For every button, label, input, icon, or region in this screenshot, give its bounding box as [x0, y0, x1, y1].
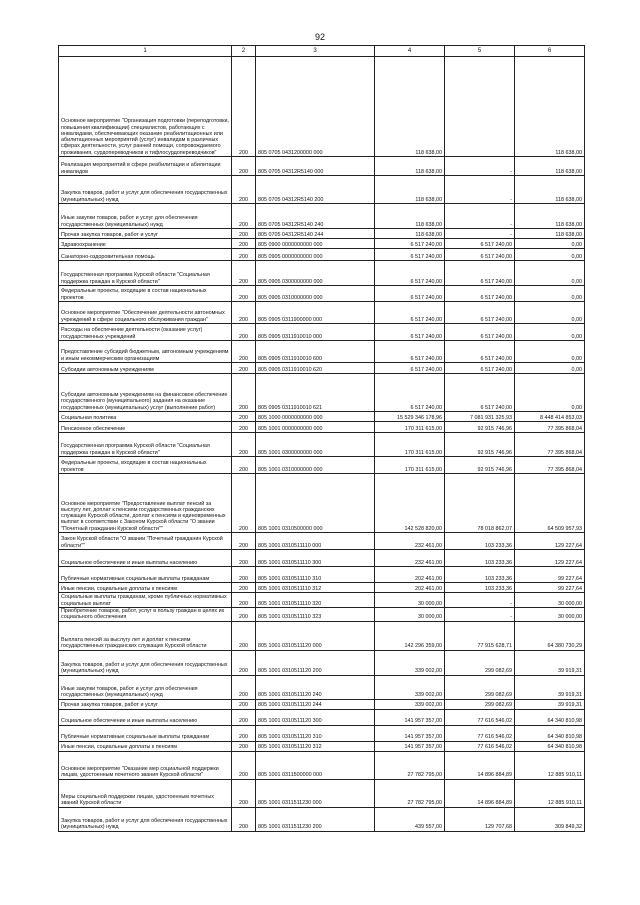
row-code-cell: 200 — [232, 741, 256, 751]
row-classification-code-cell: 805 0905 0311910010 600 — [256, 341, 375, 363]
row-approved-amount-cell: 232 461,00 — [375, 533, 445, 550]
row-classification-code-cell: 805 0705 04312R5140 000 — [256, 157, 375, 176]
row-name-cell: Социальное обеспечение и иные выплаты населению — [59, 709, 232, 725]
row-name-cell: Закон Курской области "О звании "Почетный гражданин Курской области"" — [59, 533, 232, 550]
row-code-cell: 200 — [232, 157, 256, 176]
row-code-cell: 200 — [232, 286, 256, 302]
row-name-cell: Основное мероприятие "Оказание мер социальной поддержки лицам, удостоенным почетного звания Курской области" — [59, 751, 232, 779]
table-row — [59, 550, 585, 567]
row-classification-code-cell: 805 1001 0310000000 000 — [256, 457, 375, 474]
row-executed-amount-cell: 6 517 240,00 — [445, 363, 515, 374]
row-name-cell: Прочая закупка товаров, работ и услуг — [59, 229, 232, 239]
row-unexecuted-amount-cell: 64 340 810,98 — [515, 725, 585, 741]
row-executed-amount-cell: - — [445, 608, 515, 622]
row-code-cell: 200 — [232, 374, 256, 412]
row-name-cell: Публичные нормативные социальные выплаты гражданам — [59, 725, 232, 741]
row-approved-amount-cell: 339 002,00 — [375, 650, 445, 675]
row-name-cell: Социальное обеспечение и иные выплаты населению — [59, 550, 232, 567]
row-approved-amount-cell: 142 528 820,00 — [375, 474, 445, 533]
row-name-cell: Субсидии автономным учреждениям на финансовое обеспечение государственного (муниципального) задания на оказание государственных (муниципальных) услуг (выполнение работ) — [59, 374, 232, 412]
row-name-cell: Расходы на обеспечение деятельности (оказание услуг) государственных учреждений — [59, 324, 232, 341]
row-code-cell: 200 — [232, 229, 256, 239]
row-executed-amount-cell: 103 233,36 — [445, 583, 515, 593]
row-approved-amount-cell: 30 000,00 — [375, 593, 445, 608]
row-approved-amount-cell: 170 311 615,00 — [375, 457, 445, 474]
row-name-cell: Публичные нормативные социальные выплаты гражданам — [59, 567, 232, 583]
row-code-cell: 200 — [232, 363, 256, 374]
table-row — [59, 176, 585, 204]
table-row — [59, 341, 585, 363]
row-executed-amount-cell: 6 517 240,00 — [445, 324, 515, 341]
row-executed-amount-cell: 14 896 884,89 — [445, 779, 515, 807]
table-row — [59, 699, 585, 709]
row-unexecuted-amount-cell: 64 380 730,29 — [515, 621, 585, 650]
row-classification-code-cell: 805 1001 0000000000 000 — [256, 422, 375, 433]
row-code-cell: 200 — [232, 550, 256, 567]
row-executed-amount-cell: 299 082,69 — [445, 650, 515, 675]
row-name-cell: Федеральные проекты, входящие в состав национальных проектов — [59, 457, 232, 474]
table-row — [59, 302, 585, 324]
row-approved-amount-cell: 6 517 240,00 — [375, 239, 445, 249]
column-header: 5 — [445, 46, 515, 57]
row-classification-code-cell: 805 0905 0310000000 000 — [256, 286, 375, 302]
row-name-cell: Иные пенсии, социальные доплаты к пенсиям — [59, 583, 232, 593]
row-code-cell: 200 — [232, 779, 256, 807]
row-approved-amount-cell: 142 296 359,00 — [375, 621, 445, 650]
row-executed-amount-cell: 6 517 240,00 — [445, 239, 515, 249]
row-approved-amount-cell: 6 517 240,00 — [375, 249, 445, 261]
table-row — [59, 286, 585, 302]
table-row — [59, 261, 585, 286]
row-unexecuted-amount-cell: 77 395 868,04 — [515, 422, 585, 433]
row-approved-amount-cell: 118 638,00 — [375, 157, 445, 176]
row-unexecuted-amount-cell: 64 509 957,93 — [515, 474, 585, 533]
column-header: 4 — [375, 46, 445, 57]
table-row — [59, 204, 585, 229]
row-classification-code-cell: 805 1001 0300000000 000 — [256, 433, 375, 457]
row-name-cell: Предоставление субсидий бюджетным, автономным учреждениям и иным некоммерческим организациям — [59, 341, 232, 363]
row-classification-code-cell: 805 1001 0311511230 200 — [256, 807, 375, 831]
row-code-cell: 200 — [232, 176, 256, 204]
row-classification-code-cell: 805 0905 0311910010 000 — [256, 324, 375, 341]
row-classification-code-cell: 805 1001 0310511120 310 — [256, 725, 375, 741]
row-name-cell: Реализация мероприятий в сфере реабилитации и абилитации инвалидов — [59, 157, 232, 176]
row-unexecuted-amount-cell: 99 227,64 — [515, 567, 585, 583]
row-name-cell: Выплата пенсий за выслугу лет и доплат к пенсиям государственных гражданских служащих Курской области — [59, 621, 232, 650]
row-classification-code-cell: 805 1001 0310511120 240 — [256, 675, 375, 699]
row-approved-amount-cell: 339 002,00 — [375, 699, 445, 709]
row-classification-code-cell: 805 1000 0000000000 000 — [256, 412, 375, 422]
row-unexecuted-amount-cell: 0,00 — [515, 302, 585, 324]
row-approved-amount-cell: 6 517 240,00 — [375, 341, 445, 363]
row-code-cell: 200 — [232, 341, 256, 363]
row-name-cell: Санаторно-оздоровительная помощь — [59, 249, 232, 261]
row-unexecuted-amount-cell: 0,00 — [515, 239, 585, 249]
row-code-cell: 200 — [232, 249, 256, 261]
row-code-cell: 200 — [232, 650, 256, 675]
row-code-cell: 200 — [232, 709, 256, 725]
row-name-cell: Приобретение товаров, работ, услуг в пользу граждан в целях их социального обеспечения — [59, 608, 232, 622]
row-code-cell: 200 — [232, 621, 256, 650]
row-approved-amount-cell: 118 638,00 — [375, 204, 445, 229]
row-approved-amount-cell: 118 638,00 — [375, 57, 445, 157]
row-executed-amount-cell: 77 616 546,02 — [445, 741, 515, 751]
table-row — [59, 249, 585, 261]
row-executed-amount-cell: 299 082,69 — [445, 699, 515, 709]
row-unexecuted-amount-cell: 12 885 910,11 — [515, 779, 585, 807]
row-unexecuted-amount-cell: 0,00 — [515, 324, 585, 341]
table-row — [59, 422, 585, 433]
row-code-cell: 200 — [232, 583, 256, 593]
table-row — [59, 239, 585, 249]
row-unexecuted-amount-cell: 39 919,31 — [515, 650, 585, 675]
row-classification-code-cell: 805 1001 0310500000 000 — [256, 474, 375, 533]
row-unexecuted-amount-cell: 77 395 868,04 — [515, 457, 585, 474]
page-number: 92 — [314, 32, 325, 42]
row-executed-amount-cell: 92 915 746,96 — [445, 457, 515, 474]
row-classification-code-cell: 805 0905 0311910010 621 — [256, 374, 375, 412]
row-classification-code-cell: 805 0705 04312R5140 244 — [256, 229, 375, 239]
row-approved-amount-cell: 118 638,00 — [375, 176, 445, 204]
row-executed-amount-cell: - — [445, 204, 515, 229]
budget-execution-table — [58, 45, 585, 832]
row-name-cell: Субсидии автономным учреждениям — [59, 363, 232, 374]
row-unexecuted-amount-cell: 0,00 — [515, 363, 585, 374]
row-code-cell: 200 — [232, 57, 256, 157]
row-executed-amount-cell: 92 915 746,96 — [445, 422, 515, 433]
row-code-cell: 200 — [232, 261, 256, 286]
row-approved-amount-cell: 27 782 795,00 — [375, 779, 445, 807]
row-unexecuted-amount-cell: 64 340 810,98 — [515, 741, 585, 751]
row-classification-code-cell: 805 1001 0310511120 300 — [256, 709, 375, 725]
row-executed-amount-cell: 92 915 746,96 — [445, 433, 515, 457]
row-name-cell: Меры социальной поддержки лицам, удостоенным почетных званий Курской области — [59, 779, 232, 807]
row-name-cell: Основное мероприятие "Предоставление выплат пенсий за выслугу лет, доплат к пенсиям государственных гражданских служащих Курской области, доплат к пенсиям и единовременных выплат в соответствии с Законом Курской области "О звании "Почетный гражданин Курской области"" — [59, 474, 232, 533]
table-row — [59, 157, 585, 176]
row-executed-amount-cell: 103 233,36 — [445, 533, 515, 550]
row-executed-amount-cell: 77 915 628,71 — [445, 621, 515, 650]
row-name-cell: Закупка товаров, работ и услуг для обеспечения государственных (муниципальных) нужд — [59, 650, 232, 675]
row-approved-amount-cell: 6 517 240,00 — [375, 261, 445, 286]
table-row — [59, 412, 585, 422]
row-approved-amount-cell: 339 002,00 — [375, 675, 445, 699]
row-code-cell: 200 — [232, 412, 256, 422]
row-unexecuted-amount-cell: 30 000,00 — [515, 593, 585, 608]
row-approved-amount-cell: 170 311 615,00 — [375, 433, 445, 457]
table-row — [59, 583, 585, 593]
column-header: 3 — [256, 46, 375, 57]
table-row — [59, 741, 585, 751]
row-name-cell: Закупка товаров, работ и услуг для обеспечения государственных (муниципальных) нужд — [59, 807, 232, 831]
row-approved-amount-cell: 118 638,00 — [375, 229, 445, 239]
row-unexecuted-amount-cell: 99 227,64 — [515, 583, 585, 593]
row-code-cell: 200 — [232, 204, 256, 229]
table-row — [59, 474, 585, 533]
table-row — [59, 374, 585, 412]
row-unexecuted-amount-cell: 8 448 414 853,03 — [515, 412, 585, 422]
row-name-cell: Социальная политика — [59, 412, 232, 422]
row-code-cell: 200 — [232, 433, 256, 457]
row-approved-amount-cell: 6 517 240,00 — [375, 302, 445, 324]
row-executed-amount-cell: 6 517 240,00 — [445, 286, 515, 302]
row-approved-amount-cell: 141 957 357,00 — [375, 709, 445, 725]
row-name-cell: Здравоохранение — [59, 239, 232, 249]
row-executed-amount-cell: 129 707,68 — [445, 807, 515, 831]
row-classification-code-cell: 805 0705 04312R5140 240 — [256, 204, 375, 229]
row-executed-amount-cell: 77 616 546,02 — [445, 725, 515, 741]
row-approved-amount-cell: 141 957 357,00 — [375, 725, 445, 741]
row-unexecuted-amount-cell: 64 340 810,98 — [515, 709, 585, 725]
table-row — [59, 229, 585, 239]
table-row — [59, 725, 585, 741]
row-executed-amount-cell: 103 233,36 — [445, 567, 515, 583]
column-header: 2 — [232, 46, 256, 57]
table-row — [59, 533, 585, 550]
row-classification-code-cell: 805 0905 0311900000 000 — [256, 302, 375, 324]
table-body — [59, 57, 585, 832]
row-classification-code-cell: 805 0900 0000000000 000 — [256, 239, 375, 249]
table-row — [59, 57, 585, 157]
row-approved-amount-cell: 30 000,00 — [375, 608, 445, 622]
row-approved-amount-cell: 170 311 615,00 — [375, 422, 445, 433]
row-classification-code-cell: 805 0905 0311910010 620 — [256, 363, 375, 374]
row-name-cell: Пенсионное обеспечение — [59, 422, 232, 433]
row-unexecuted-amount-cell: 118 638,00 — [515, 229, 585, 239]
row-approved-amount-cell: 6 517 240,00 — [375, 363, 445, 374]
row-code-cell: 200 — [232, 474, 256, 533]
column-header: 6 — [515, 46, 585, 57]
table-row — [59, 433, 585, 457]
row-code-cell: 200 — [232, 807, 256, 831]
row-code-cell: 200 — [232, 457, 256, 474]
row-unexecuted-amount-cell: 309 849,32 — [515, 807, 585, 831]
row-executed-amount-cell: - — [445, 157, 515, 176]
column-header: 1 — [59, 46, 232, 57]
row-approved-amount-cell: 6 517 240,00 — [375, 286, 445, 302]
row-classification-code-cell: 805 1001 0310511110 312 — [256, 583, 375, 593]
row-classification-code-cell: 805 1001 0310511120 200 — [256, 650, 375, 675]
row-name-cell: Иные пенсии, социальные доплаты к пенсиям — [59, 741, 232, 751]
row-unexecuted-amount-cell: 39 919,31 — [515, 675, 585, 699]
row-code-cell: 200 — [232, 422, 256, 433]
table-row — [59, 324, 585, 341]
row-approved-amount-cell: 6 517 240,00 — [375, 324, 445, 341]
table-row — [59, 751, 585, 779]
row-unexecuted-amount-cell: 118 638,00 — [515, 157, 585, 176]
row-classification-code-cell: 805 0705 04312R5140 200 — [256, 176, 375, 204]
row-approved-amount-cell: 439 557,00 — [375, 807, 445, 831]
row-executed-amount-cell: 103 233,36 — [445, 550, 515, 567]
row-executed-amount-cell: 7 081 931 325,93 — [445, 412, 515, 422]
row-classification-code-cell: 805 1001 0310511120 000 — [256, 621, 375, 650]
row-name-cell: Иные закупки товаров, работ и услуг для обеспечения государственных (муниципальных) нужд — [59, 204, 232, 229]
row-approved-amount-cell: 6 517 240,00 — [375, 374, 445, 412]
table-row — [59, 650, 585, 675]
row-code-cell: 200 — [232, 725, 256, 741]
table-row — [59, 567, 585, 583]
row-unexecuted-amount-cell: 77 395 868,04 — [515, 433, 585, 457]
row-executed-amount-cell: 6 517 240,00 — [445, 249, 515, 261]
row-executed-amount-cell: 6 517 240,00 — [445, 374, 515, 412]
row-code-cell: 200 — [232, 533, 256, 550]
row-classification-code-cell: 805 1001 0311500000 000 — [256, 751, 375, 779]
row-name-cell: Социальные выплаты гражданам, кроме публичных нормативных социальных выплат — [59, 593, 232, 608]
row-unexecuted-amount-cell: 39 919,31 — [515, 699, 585, 709]
table-row — [59, 675, 585, 699]
row-executed-amount-cell — [445, 57, 515, 157]
row-unexecuted-amount-cell: 118 638,00 — [515, 176, 585, 204]
row-unexecuted-amount-cell: 0,00 — [515, 261, 585, 286]
table-row — [59, 709, 585, 725]
row-classification-code-cell: 805 0905 0000000000 000 — [256, 249, 375, 261]
column-number-row — [59, 46, 585, 57]
row-approved-amount-cell: 202 461,00 — [375, 567, 445, 583]
row-approved-amount-cell: 202 461,00 — [375, 583, 445, 593]
row-name-cell: Федеральные проекты, входящие в состав национальных проектов — [59, 286, 232, 302]
table-row — [59, 457, 585, 474]
row-unexecuted-amount-cell: 129 227,64 — [515, 550, 585, 567]
row-approved-amount-cell: 141 957 357,00 — [375, 741, 445, 751]
row-classification-code-cell: 805 1001 0310511110 320 — [256, 593, 375, 608]
table-row — [59, 621, 585, 650]
row-classification-code-cell: 805 1001 0310511110 323 — [256, 608, 375, 622]
row-code-cell: 200 — [232, 751, 256, 779]
row-approved-amount-cell: 232 461,00 — [375, 550, 445, 567]
row-executed-amount-cell: 77 616 546,02 — [445, 709, 515, 725]
row-code-cell: 200 — [232, 675, 256, 699]
table-row — [59, 593, 585, 608]
row-code-cell: 200 — [232, 567, 256, 583]
row-name-cell: Закупка товаров, работ и услуг для обеспечения государственных (муниципальных) нужд — [59, 176, 232, 204]
row-classification-code-cell: 805 1001 0310511120 244 — [256, 699, 375, 709]
row-unexecuted-amount-cell: 0,00 — [515, 341, 585, 363]
row-unexecuted-amount-cell: 12 885 910,11 — [515, 751, 585, 779]
row-unexecuted-amount-cell: 30 000,00 — [515, 608, 585, 622]
row-name-cell: Государственная программа Курской области "Социальная поддержка граждан в Курской области" — [59, 433, 232, 457]
row-classification-code-cell: 805 0905 0300000000 000 — [256, 261, 375, 286]
row-executed-amount-cell: - — [445, 229, 515, 239]
row-executed-amount-cell: 6 517 240,00 — [445, 302, 515, 324]
row-code-cell: 200 — [232, 239, 256, 249]
row-unexecuted-amount-cell: 0,00 — [515, 374, 585, 412]
row-executed-amount-cell: 299 082,69 — [445, 675, 515, 699]
row-code-cell: 200 — [232, 302, 256, 324]
row-unexecuted-amount-cell: 118 638,00 — [515, 204, 585, 229]
row-unexecuted-amount-cell: 118 638,00 — [515, 57, 585, 157]
table-row — [59, 363, 585, 374]
row-name-cell: Прочая закупка товаров, работ и услуг — [59, 699, 232, 709]
row-executed-amount-cell: - — [445, 176, 515, 204]
row-executed-amount-cell: - — [445, 593, 515, 608]
row-classification-code-cell: 805 0705 0431200000 000 — [256, 57, 375, 157]
row-code-cell: 200 — [232, 324, 256, 341]
row-executed-amount-cell: 78 018 862,07 — [445, 474, 515, 533]
row-classification-code-cell: 805 1001 0310511120 312 — [256, 741, 375, 751]
row-approved-amount-cell: 27 782 795,00 — [375, 751, 445, 779]
row-approved-amount-cell: 15 529 346 178,96 — [375, 412, 445, 422]
row-name-cell: Иные закупки товаров, работ и услуг для обеспечения государственных (муниципальных) нужд — [59, 675, 232, 699]
row-unexecuted-amount-cell: 129 227,64 — [515, 533, 585, 550]
row-executed-amount-cell: 14 896 884,89 — [445, 751, 515, 779]
row-name-cell: Государственная программа Курской области "Социальная поддержка граждан в Курской области" — [59, 261, 232, 286]
row-unexecuted-amount-cell: 0,00 — [515, 286, 585, 302]
row-code-cell: 200 — [232, 699, 256, 709]
table-row — [59, 807, 585, 831]
table-row — [59, 608, 585, 622]
row-unexecuted-amount-cell: 0,00 — [515, 249, 585, 261]
row-classification-code-cell: 805 1001 0311511230 000 — [256, 779, 375, 807]
row-code-cell: 200 — [232, 593, 256, 608]
row-classification-code-cell: 805 1001 0310511110 000 — [256, 533, 375, 550]
table-row — [59, 779, 585, 807]
row-classification-code-cell: 805 1001 0310511110 300 — [256, 550, 375, 567]
row-executed-amount-cell: 6 517 240,00 — [445, 261, 515, 286]
row-code-cell: 200 — [232, 608, 256, 622]
row-name-cell: Основное мероприятие "Организация подготовки (переподготовки, повышения квалификации) специалистов, работающих с инвалидами, обеспечивающих оказание реабилитационных или абилитационных мероприятий (услуг) инвалидам в различных сферах деятельности, услуг ранней помощи, сопровождаемого проживания, сурдопереводчиков и тифлосурдопереводчиков" — [59, 57, 232, 157]
row-name-cell: Основное мероприятие "Обеспечение деятельности автономных учреждений в сфере социального обслуживания граждан" — [59, 302, 232, 324]
row-classification-code-cell: 805 1001 0310511110 310 — [256, 567, 375, 583]
row-executed-amount-cell: 6 517 240,00 — [445, 341, 515, 363]
